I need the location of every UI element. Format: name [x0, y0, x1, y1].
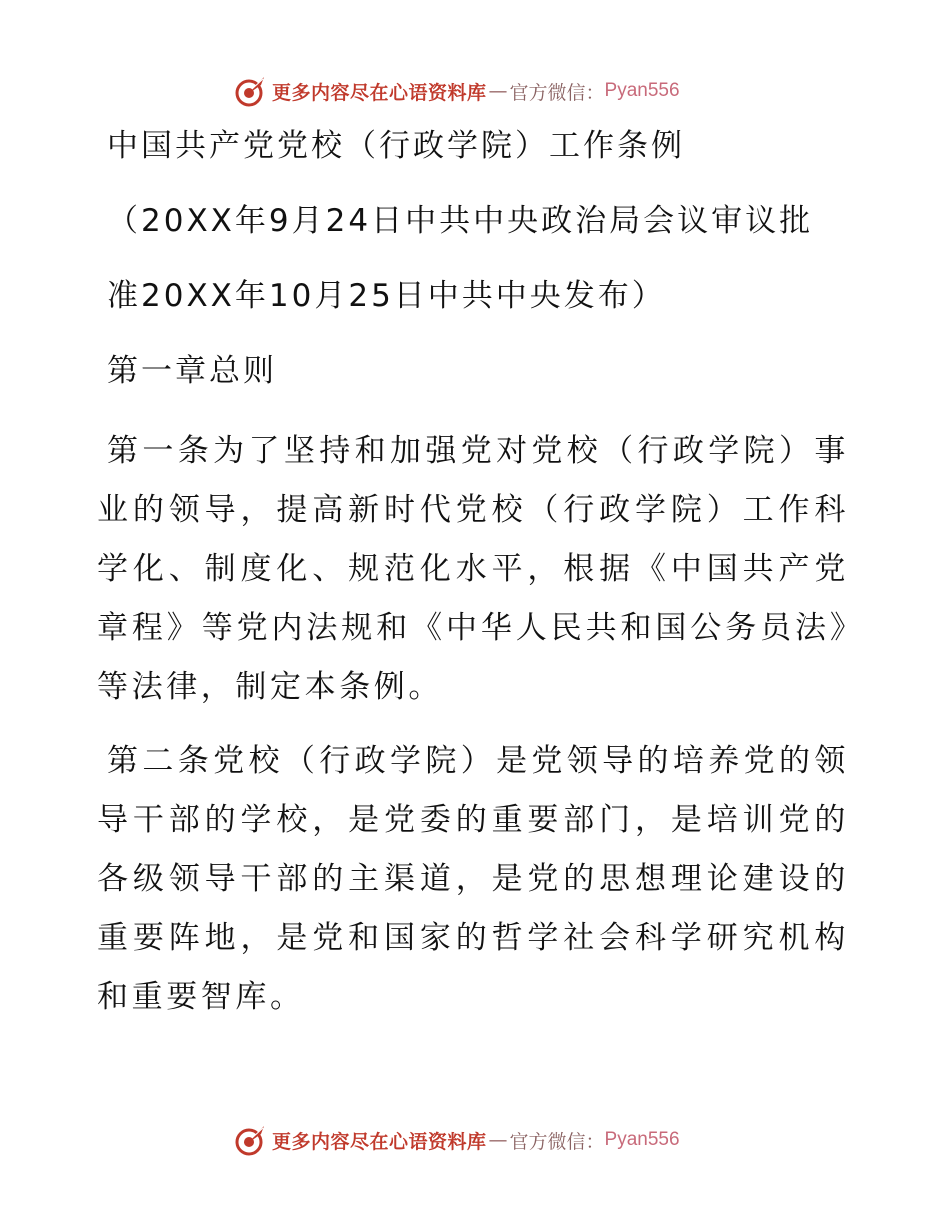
chapter-heading: 第一章总则 — [107, 353, 277, 389]
watermark-dash: — — [488, 1129, 508, 1151]
quill-logo-icon — [234, 1123, 268, 1157]
document-header — [97, 122, 857, 422]
watermark-wechat-id: Pyan556 — [604, 1129, 680, 1150]
document-subtitle-line-2: 准20XX年10月25日中共中央发布） — [107, 278, 666, 314]
watermark-site-text: 更多内容尽在心语资料库 — [272, 1130, 487, 1153]
watermark-wechat-id: Pyan556 — [604, 80, 680, 101]
watermark-footer — [234, 1123, 724, 1157]
watermark-header — [234, 74, 724, 108]
watermark-site-text: 更多内容尽在心语资料库 — [272, 81, 487, 104]
watermark-label: 官方微信： — [509, 81, 605, 104]
article-1-paragraph: 第一条为了坚持和加强党对党校（行政学院）事业的领导，提高新时代党校（行政学院）工作科学化、制度化、规范化水平，根据《中国共产党章程》等党内法规和《中华人民共和国公务员法》等法律，制定本条例。 — [97, 433, 849, 705]
document-body — [97, 122, 857, 1042]
document-title: 中国共产党党校（行政学院）工作条例 — [107, 128, 685, 164]
watermark-dash: — — [488, 80, 508, 102]
document-subtitle-line-1: （20XX年9月24日中共中央政治局会议审议批 — [107, 203, 814, 239]
quill-logo-icon — [234, 74, 268, 108]
watermark-label: 官方微信： — [509, 1130, 605, 1153]
article-2-paragraph: 第二条党校（行政学院）是党领导的培养党的领导干部的学校，是党委的重要部门，是培训党的各级领导干部的主渠道，是党的思想理论建设的重要阵地，是党和国家的哲学社会科学研究机构和重要智库。 — [97, 743, 849, 1015]
